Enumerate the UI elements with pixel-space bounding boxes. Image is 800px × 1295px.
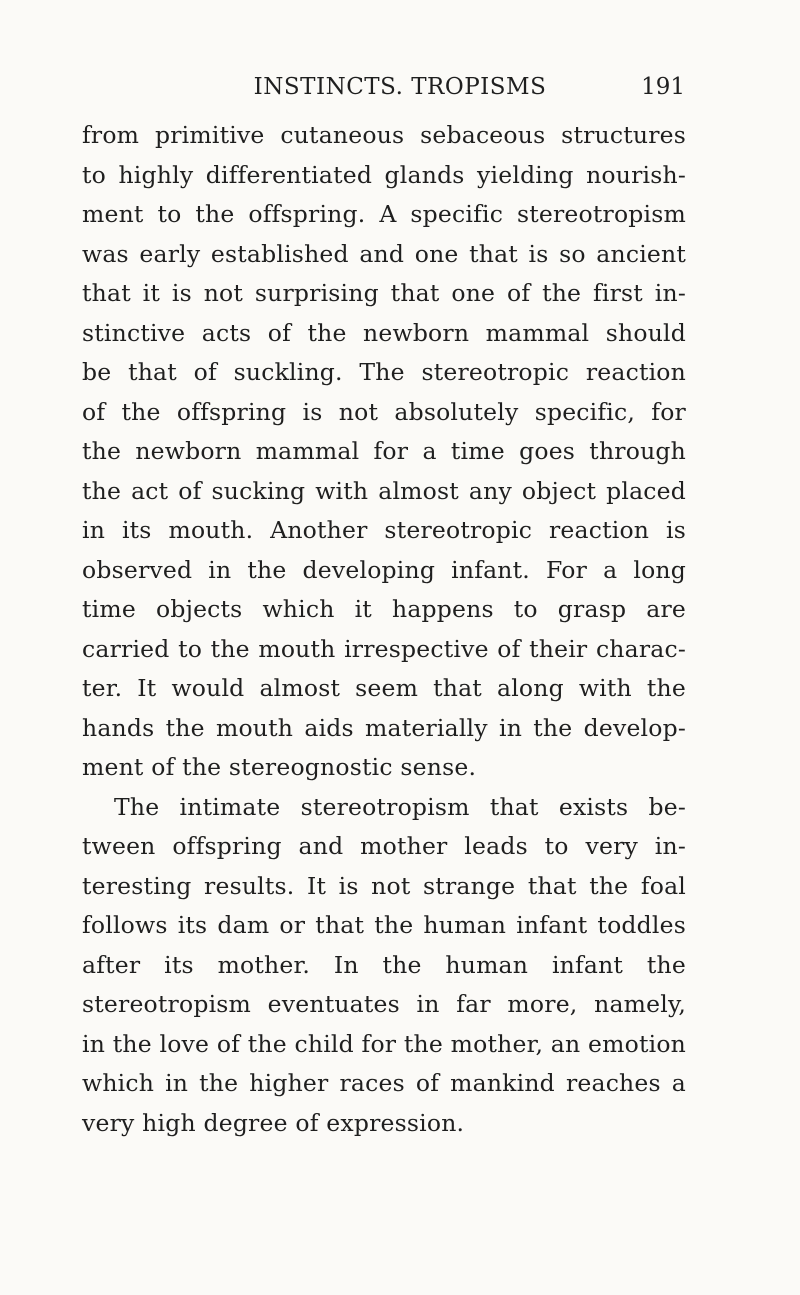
text-line: the act of sucking with almost any object placed bbox=[82, 476, 686, 505]
text-line: that it is not surprising that one of the first in- bbox=[82, 279, 686, 307]
text-line: The intimate stereotropism that exists be- bbox=[114, 792, 686, 821]
text-line: be that of suckling. The stereotropic reaction bbox=[82, 358, 686, 386]
text-line: hands the mouth aids materially in the develop- bbox=[82, 713, 686, 742]
text-line: ment of the stereognostic sense. bbox=[82, 753, 477, 781]
text-line: stereotropism eventuates in far more, namely, bbox=[82, 990, 686, 1018]
text-line: ter. It would almost seem that along with the bbox=[82, 674, 686, 702]
running-head bbox=[0, 72, 800, 102]
text-line: tween offspring and mother leads to very in- bbox=[82, 832, 686, 860]
page-number: 191 bbox=[641, 74, 685, 100]
text-line: which in the higher races of mankind reaches a bbox=[82, 1069, 686, 1097]
text-line: time objects which it happens to grasp are bbox=[82, 595, 686, 623]
text-line: from primitive cutaneous sebaceous structures bbox=[82, 121, 686, 149]
text-line: ment to the offspring. A specific stereotropism bbox=[82, 200, 686, 228]
text-line: carried to the mouth irrespective of their charac- bbox=[82, 634, 686, 663]
text-line: was early established and one that is so ancient bbox=[82, 239, 686, 268]
text-line: of the offspring is not absolutely specific, for bbox=[82, 397, 686, 426]
text-line: to highly differentiated glands yielding nourish- bbox=[82, 160, 686, 189]
body-text bbox=[82, 116, 686, 1143]
text-line: after its mother. In the human infant the bbox=[82, 950, 686, 979]
running-title: INSTINCTS. TROPISMS bbox=[253, 74, 547, 100]
text-line: very high degree of expression. bbox=[82, 1108, 465, 1137]
text-line: the newborn mammal for a time goes through bbox=[82, 437, 686, 465]
text-line: stinctive acts of the newborn mammal should bbox=[82, 318, 686, 347]
text-line: teresting results. It is not strange that the foal bbox=[82, 871, 686, 900]
text-line: observed in the developing infant. For a long bbox=[82, 555, 686, 584]
text-line: follows its dam or that the human infant toddles bbox=[82, 911, 686, 939]
text-line: in its mouth. Another stereotropic reaction is bbox=[82, 516, 686, 544]
text-line: in the love of the child for the mother, an emotion bbox=[82, 1029, 686, 1058]
